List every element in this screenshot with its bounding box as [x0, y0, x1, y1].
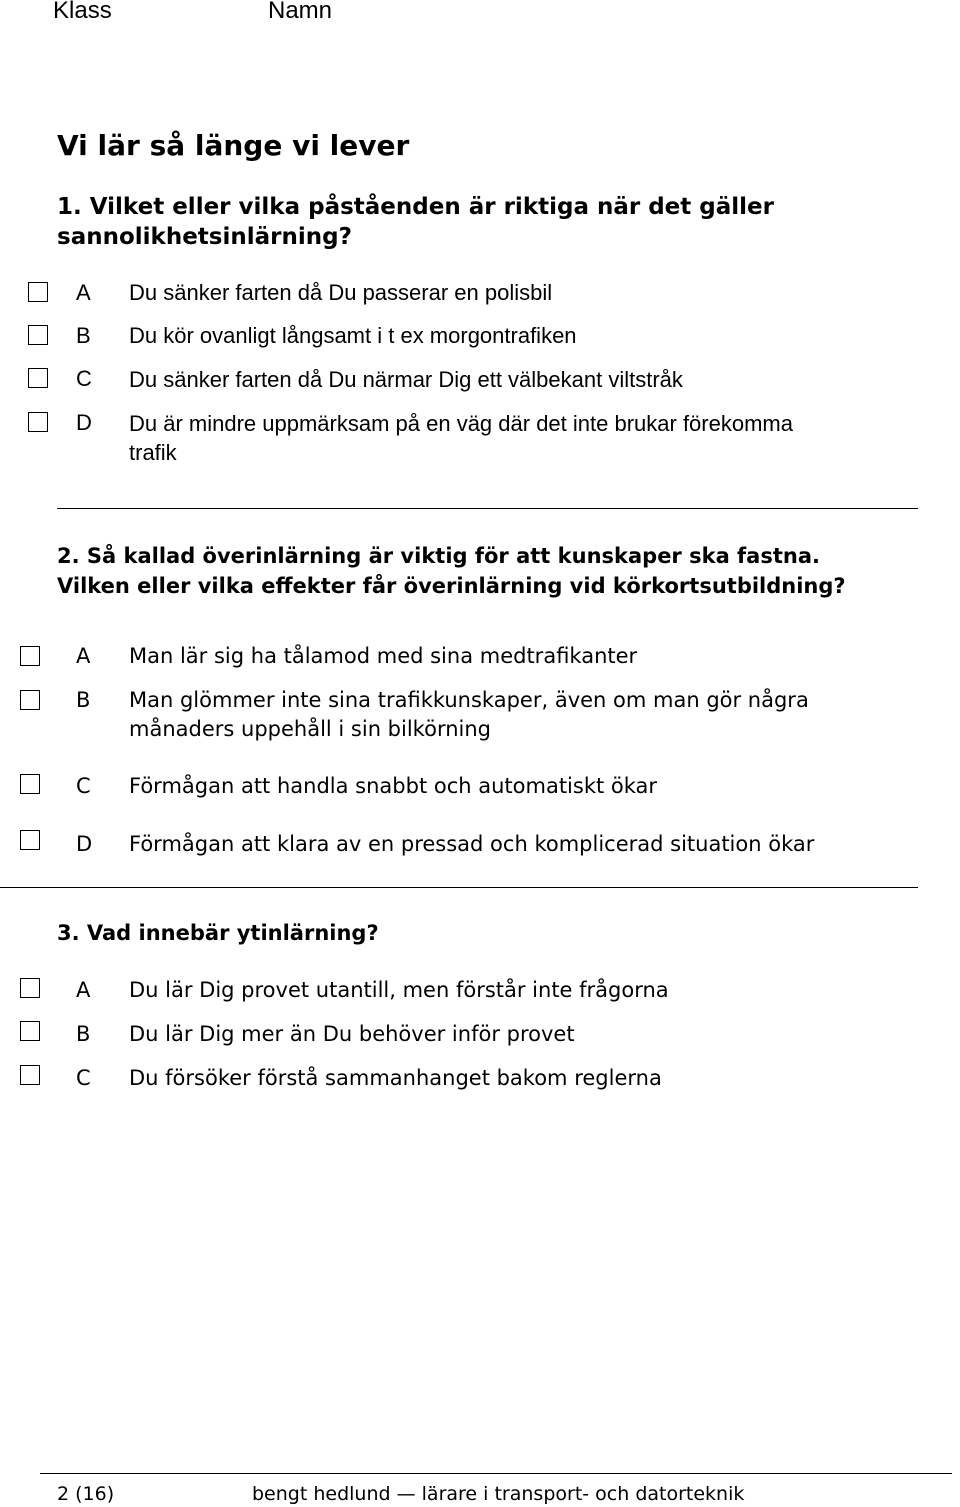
q2-option-text: Man glömmer inte sina trafikkunskaper, även om man gör några	[129, 688, 809, 712]
question-number: 3.	[57, 921, 80, 945]
q1-checkbox-b[interactable]	[28, 325, 48, 345]
q2-checkbox-c[interactable]	[20, 774, 40, 794]
q1-checkbox-d[interactable]	[28, 412, 48, 432]
q1-option-text-continued: trafik	[129, 440, 177, 465]
page-number: 2 (16)	[57, 1483, 115, 1505]
footer-text	[252, 1483, 744, 1505]
q2-option-letter: C	[76, 774, 91, 798]
namn-label: Namn	[268, 0, 333, 24]
q3-option-text: Du lär Dig mer än Du behöver inför provet	[129, 1022, 575, 1046]
q2-option-text: Man lär sig ha tålamod med sina medtrafikanter	[129, 644, 638, 668]
question-number: 2.	[57, 544, 80, 568]
q2-checkbox-d[interactable]	[20, 830, 40, 850]
section-divider	[0, 887, 918, 888]
q2-option-text: Förmågan att klara av en pressad och komplicerad situation ökar	[129, 832, 815, 856]
q1-option-letter: D	[76, 410, 92, 435]
question-1-text	[57, 192, 774, 252]
q2-option-letter: A	[76, 644, 91, 668]
q3-option-text: Du försöker förstå sammanhanget bakom reglerna	[129, 1066, 662, 1090]
q1-option-text: Du sänker farten då Du passerar en polisbil	[129, 280, 553, 305]
q2-option-text-continued: månaders uppehåll i sin bilkörning	[129, 717, 491, 741]
q3-checkbox-c[interactable]	[20, 1065, 40, 1085]
q1-option-text: Du kör ovanligt långsamt i t ex morgontrafiken	[129, 323, 577, 348]
question-line-2: Vilken eller vilka effekter får överinlärning vid körkortsutbildning?	[57, 574, 846, 598]
page-title: Vi lär så länge vi lever	[57, 129, 410, 162]
question-line-2: sannolikhetsinlärning?	[57, 224, 352, 250]
q2-option-text: Förmågan att handla snabbt och automatiskt ökar	[129, 774, 658, 798]
footer-department: lärare i transport- och datorteknik	[421, 1483, 745, 1505]
question-2-text	[57, 541, 846, 601]
q2-checkbox-b[interactable]	[20, 690, 40, 710]
question-line-1: Vad innebär ytinlärning?	[86, 921, 379, 945]
q3-option-letter: B	[76, 1022, 91, 1046]
footer-dash: —	[396, 1483, 416, 1505]
q2-option-letter: D	[76, 832, 93, 856]
q3-checkbox-b[interactable]	[20, 1021, 40, 1041]
section-divider	[57, 508, 918, 509]
q1-option-text: Du sänker farten då Du närmar Dig ett välbekant viltstråk	[129, 367, 683, 392]
q3-option-text: Du lär Dig provet utantill, men förstår inte frågorna	[129, 978, 669, 1002]
question-line-1: Så kallad överinlärning är viktig för att kunskaper ska fastna.	[86, 544, 820, 568]
q1-option-text: Du är mindre uppmärksam på en väg där det inte brukar förekomma	[129, 411, 793, 436]
footer-rule	[40, 1473, 952, 1474]
q1-checkbox-a[interactable]	[28, 282, 48, 302]
q3-option-letter: A	[76, 978, 91, 1002]
klass-label: Klass	[53, 0, 112, 24]
q1-option-letter: B	[76, 323, 91, 348]
question-line-1: Vilket eller vilka påståenden är riktiga när det gäller	[89, 194, 774, 220]
q2-checkbox-a[interactable]	[20, 646, 40, 666]
question-number: 1.	[57, 194, 82, 220]
footer-author: bengt hedlund	[252, 1483, 391, 1505]
q1-checkbox-c[interactable]	[28, 368, 48, 388]
q3-option-letter: C	[76, 1066, 91, 1090]
q1-option-letter: A	[76, 280, 91, 305]
q3-checkbox-a[interactable]	[20, 978, 40, 998]
question-3-text	[57, 918, 379, 948]
q2-option-letter: B	[76, 688, 91, 712]
q1-option-letter: C	[76, 366, 92, 391]
